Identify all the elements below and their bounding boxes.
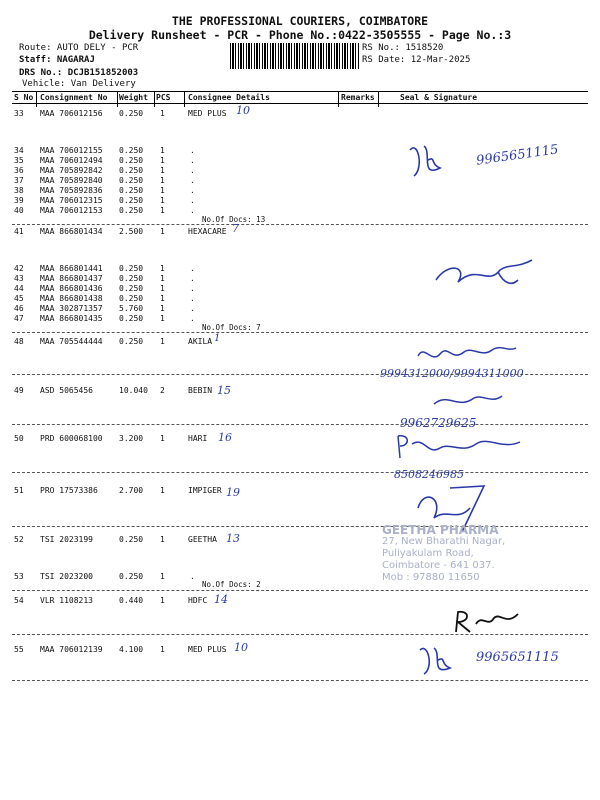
row-pcs: 1 <box>160 146 165 155</box>
row-consignee: IMPIGER <box>188 486 222 495</box>
row-consignee: . <box>190 314 195 323</box>
row-sno: 45 <box>14 294 24 303</box>
row-consignee: . <box>190 284 195 293</box>
col-pcs: PCS <box>156 93 171 102</box>
row-pcs: 1 <box>160 304 165 313</box>
stamp-line: 27, New Bharathi Nagar, <box>382 536 506 547</box>
signature-scribble <box>412 336 522 368</box>
col-consignee: Consignee Details <box>188 93 270 102</box>
handwritten-phone: 9965651115 <box>475 142 560 169</box>
row-consignee: AKILA <box>188 337 213 346</box>
col-sno: S No <box>14 93 34 102</box>
stamp-line: Mob : 97880 11650 <box>382 572 480 583</box>
row-consignment: MAA 705544444 <box>40 337 103 346</box>
row-consignee: HEXACARE <box>188 227 227 236</box>
row-pcs: 1 <box>160 314 165 323</box>
row-pcs: 1 <box>160 434 165 443</box>
signature-scribble <box>400 138 470 188</box>
row-pcs: 1 <box>160 166 165 175</box>
row-weight: 3.200 <box>119 434 144 443</box>
row-pcs: 1 <box>160 264 165 273</box>
row-weight: 10.040 <box>119 386 148 395</box>
row-sno: 33 <box>14 109 24 118</box>
row-separator <box>12 424 588 425</box>
row-weight: 0.250 <box>119 264 144 273</box>
row-pcs: 1 <box>160 274 165 283</box>
signature-scribble <box>392 430 542 466</box>
row-separator <box>12 680 588 681</box>
route-label: Route: AUTO DELY - PCR <box>19 43 139 53</box>
row-pcs: 1 <box>160 294 165 303</box>
row-sno: 52 <box>14 535 24 544</box>
stamp-line: Puliyakulam Road, <box>382 548 474 559</box>
row-weight: 0.250 <box>119 535 144 544</box>
row-consignee: HDFC <box>188 596 208 605</box>
row-consignment: MAA 866801437 <box>40 274 103 283</box>
row-sno: 54 <box>14 596 24 605</box>
row-consignment: MAA 706012315 <box>40 196 103 205</box>
row-sno: 46 <box>14 304 24 313</box>
row-consignment: MAA 705892840 <box>40 176 103 185</box>
row-consignment: TSI 2023199 <box>40 535 93 544</box>
handwritten-phone: 9994312000/9994311000 <box>380 367 524 380</box>
row-weight: 0.250 <box>119 176 144 185</box>
row-consignee: . <box>190 146 195 155</box>
row-weight: 4.100 <box>119 645 144 654</box>
handwritten-note: 19 <box>226 486 240 499</box>
docs-count: No.Of Docs: 7 <box>202 323 261 332</box>
row-separator <box>12 224 588 225</box>
row-consignee: . <box>190 196 195 205</box>
row-pcs: 1 <box>160 186 165 195</box>
row-pcs: 1 <box>160 284 165 293</box>
row-consignment: MAA 866801436 <box>40 284 103 293</box>
row-sno: 38 <box>14 186 24 195</box>
row-sno: 44 <box>14 284 24 293</box>
row-sno: 49 <box>14 386 24 395</box>
row-pcs: 1 <box>160 227 165 236</box>
row-separator <box>12 472 588 473</box>
row-sno: 37 <box>14 176 24 185</box>
docs-count: No.Of Docs: 13 <box>202 215 266 224</box>
col-divider <box>184 91 185 107</box>
row-consignment: MAA 705892836 <box>40 186 103 195</box>
row-consignee: BEBIN <box>188 386 213 395</box>
row-pcs: 1 <box>160 176 165 185</box>
row-consignment: MAA 866801435 <box>40 314 103 323</box>
row-consignment: MAA 866801434 <box>40 227 103 236</box>
row-consignment: MAA 866801438 <box>40 294 103 303</box>
barcode <box>230 43 360 69</box>
staff-label: Staff: NAGARAJ <box>19 55 95 65</box>
row-sno: 41 <box>14 227 24 236</box>
docs-count: No.Of Docs: 2 <box>202 580 261 589</box>
row-sno: 40 <box>14 206 24 215</box>
handwritten-phone: 9962729625 <box>400 416 477 430</box>
handwritten-note: 10 <box>234 641 248 654</box>
row-pcs: 1 <box>160 486 165 495</box>
row-sno: 43 <box>14 274 24 283</box>
row-separator <box>12 332 588 333</box>
row-weight: 0.250 <box>119 186 144 195</box>
row-pcs: 1 <box>160 596 165 605</box>
col-remarks: Remarks <box>341 93 375 102</box>
row-weight: 2.700 <box>119 486 144 495</box>
col-divider <box>36 91 37 107</box>
row-consignment: TSI 2023200 <box>40 572 93 581</box>
handwritten-note: 15 <box>217 384 231 397</box>
row-consignee: . <box>190 186 195 195</box>
row-consignee: . <box>190 572 195 581</box>
row-consignment: PRD 600068100 <box>40 434 103 443</box>
row-sno: 50 <box>14 434 24 443</box>
col-divider <box>338 91 339 107</box>
handwritten-note: 13 <box>226 532 240 545</box>
col-divider <box>117 91 118 107</box>
runsheet-title: Delivery Runsheet - PCR - Phone No.:0422-3505555 - Page No.:3 <box>88 28 512 42</box>
row-consignment: VLR 1108213 <box>40 596 93 605</box>
signature-scribble <box>410 640 470 680</box>
row-consignee: . <box>190 264 195 273</box>
company-title: THE PROFESSIONAL COURIERS, COIMBATORE <box>171 14 429 28</box>
company-stamp <box>382 524 582 584</box>
row-consignment: MAA 705892842 <box>40 166 103 175</box>
handwritten-note: 1 <box>214 333 221 344</box>
row-sno: 36 <box>14 166 24 175</box>
handwritten-note: 10 <box>236 104 250 117</box>
row-consignee: . <box>190 166 195 175</box>
row-consignee: . <box>190 304 195 313</box>
handwritten-note: 14 <box>214 593 228 606</box>
row-consignee: . <box>190 176 195 185</box>
row-weight: 0.250 <box>119 314 144 323</box>
row-consignment: MAA 706012494 <box>40 156 103 165</box>
row-consignment: MAA 706012153 <box>40 206 103 215</box>
row-weight: 0.250 <box>119 146 144 155</box>
stamp-line: Coimbatore - 641 037. <box>382 560 495 571</box>
row-pcs: 1 <box>160 337 165 346</box>
row-consignee: . <box>190 294 195 303</box>
row-weight: 0.250 <box>119 337 144 346</box>
row-sno: 42 <box>14 264 24 273</box>
row-sno: 39 <box>14 196 24 205</box>
row-separator <box>12 590 588 591</box>
signature-scribble <box>428 256 538 296</box>
row-pcs: 1 <box>160 572 165 581</box>
row-weight: 0.250 <box>119 109 144 118</box>
row-weight: 0.250 <box>119 294 144 303</box>
row-sno: 47 <box>14 314 24 323</box>
row-consignment: MAA 866801441 <box>40 264 103 273</box>
row-consignee: . <box>190 206 195 215</box>
row-sno: 53 <box>14 572 24 581</box>
row-weight: 5.760 <box>119 304 144 313</box>
row-consignee: MED PLUS <box>188 109 227 118</box>
rs-date: RS Date: 12-Mar-2025 <box>362 55 471 65</box>
row-consignee: . <box>190 274 195 283</box>
row-pcs: 1 <box>160 196 165 205</box>
col-seal-signature: Seal & Signature <box>400 93 478 102</box>
row-pcs: 1 <box>160 535 165 544</box>
row-weight: 0.250 <box>119 196 144 205</box>
row-sno: 34 <box>14 146 24 155</box>
rs-number: RS No.: 1518520 <box>362 43 444 53</box>
row-consignee: MED PLUS <box>188 645 227 654</box>
table-top-border <box>12 91 588 92</box>
row-weight: 0.250 <box>119 166 144 175</box>
row-consignment: MAA 706012156 <box>40 109 103 118</box>
row-consignment: ASD 5065456 <box>40 386 93 395</box>
row-weight: 0.250 <box>119 206 144 215</box>
row-consignment: MAA 706012139 <box>40 645 103 654</box>
signature-scribble <box>428 390 508 416</box>
row-pcs: 2 <box>160 386 165 395</box>
handwritten-note: 7 <box>232 222 239 235</box>
row-consignment: MAA 302871357 <box>40 304 103 313</box>
signature-scribble <box>448 606 528 636</box>
row-consignee: HARI <box>188 434 208 443</box>
col-divider <box>378 91 379 107</box>
row-pcs: 1 <box>160 645 165 654</box>
handwritten-note: 16 <box>218 431 232 444</box>
handwritten-phone: 8508246985 <box>394 468 464 481</box>
row-sno: 55 <box>14 645 24 654</box>
table-header-border <box>12 103 588 104</box>
handwritten-phone: 9965651115 <box>476 650 559 665</box>
row-consignee: . <box>190 156 195 165</box>
col-divider <box>154 91 155 107</box>
col-consignment: Consignment No <box>40 93 108 102</box>
row-sno: 35 <box>14 156 24 165</box>
row-consignment: PRO 17573386 <box>40 486 98 495</box>
vehicle-label: Vehicle: Van Delivery <box>22 79 136 89</box>
row-sno: 51 <box>14 486 24 495</box>
col-weight: Weight <box>119 93 148 102</box>
row-weight: 0.250 <box>119 274 144 283</box>
row-pcs: 1 <box>160 156 165 165</box>
stamp-line: GEETHA PHARMA <box>382 523 499 537</box>
row-pcs: 1 <box>160 206 165 215</box>
row-consignee: GEETHA <box>188 535 217 544</box>
row-weight: 0.250 <box>119 572 144 581</box>
row-sno: 48 <box>14 337 24 346</box>
row-weight: 0.440 <box>119 596 144 605</box>
drs-label: DRS No.: DCJB151852003 <box>19 68 139 78</box>
row-pcs: 1 <box>160 109 165 118</box>
row-weight: 0.250 <box>119 284 144 293</box>
row-weight: 0.250 <box>119 156 144 165</box>
row-weight: 2.500 <box>119 227 144 236</box>
row-consignment: MAA 706012155 <box>40 146 103 155</box>
